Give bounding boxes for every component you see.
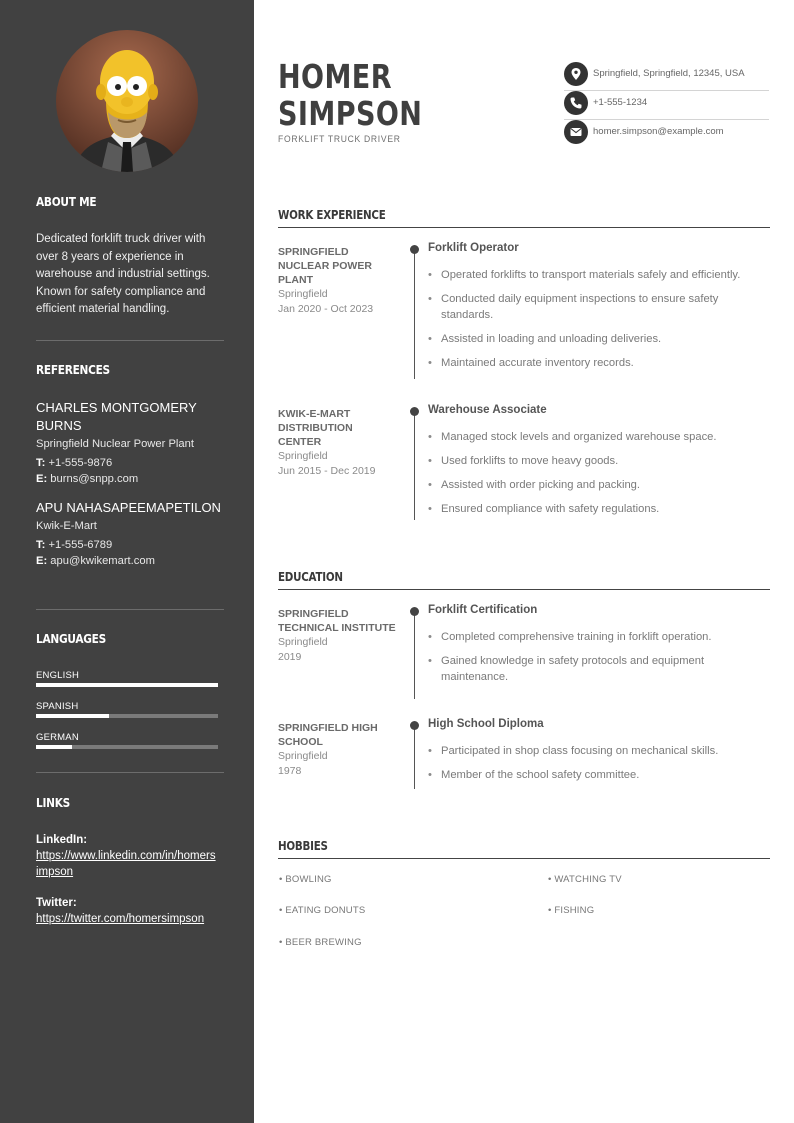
list-item: • Assisted with order picking and packing. — [428, 477, 768, 493]
list-item: • Managed stock levels and organized warehouse space. — [428, 429, 768, 445]
about-section — [36, 195, 224, 209]
list-item: • Conducted daily equipment inspections to ensure safety standards. — [428, 291, 768, 323]
reference-name: APU NAHASAPEEMAPETILON — [36, 500, 221, 515]
links-heading: LINKS — [36, 796, 70, 810]
reference-phone: T: +1-555-9876 — [36, 457, 113, 469]
sidebar-divider — [36, 340, 224, 341]
list-item: • Gained knowledge in safety protocols and equipment maintenance. — [428, 653, 768, 685]
timeline-dot — [410, 607, 419, 616]
link-item-linkedin — [36, 832, 218, 880]
contact-email — [564, 120, 769, 149]
reference-name: CHARLES MONTGOMERY BURNS — [36, 400, 197, 433]
hobby-item: • BEER BREWING — [279, 937, 362, 948]
references-section — [36, 363, 224, 377]
list-item: • Ensured compliance with safety regulations. — [428, 501, 768, 517]
contact-phone — [564, 91, 769, 120]
employer-name: KWIK-E-MART DISTRIBUTION CENTER — [278, 408, 353, 448]
entry-meta — [278, 407, 398, 478]
about-heading: ABOUT ME — [36, 195, 97, 209]
degree-title: Forklift Certification — [428, 604, 538, 616]
school-name: SPRINGFIELD TECHNICAL INSTITUTE — [278, 608, 396, 634]
reference-email: E: apu@kwikemart.com — [36, 555, 155, 567]
timeline-line — [414, 725, 415, 789]
degree-title: High School Diploma — [428, 718, 544, 730]
phone-text: +1-555-1234 — [593, 97, 648, 108]
employer-name: SPRINGFIELD NUCLEAR POWER PLANT — [278, 246, 372, 286]
language-level-bar — [36, 714, 218, 718]
hobbies-heading: HOBBIES — [278, 837, 770, 859]
references-heading: REFERENCES — [36, 363, 110, 377]
language-level-fill — [36, 745, 72, 749]
languages-section — [36, 632, 224, 646]
email-text: homer.simpson@example.com — [593, 126, 724, 137]
sidebar-divider — [36, 772, 224, 773]
timeline-line — [414, 611, 415, 699]
profile-photo — [56, 30, 198, 172]
list-item: • Used forklifts to move heavy goods. — [428, 453, 768, 469]
about-text: Dedicated forklift truck driver with over 8 years of experience in warehouse and industrial settings. Known for safety compliance and efficient material handling. — [36, 233, 210, 315]
timeline-line — [414, 411, 415, 520]
experience-entry — [278, 404, 770, 522]
reference-phone: T: +1-555-6789 — [36, 539, 113, 551]
education-entry — [278, 604, 770, 699]
language-level-bar — [36, 745, 218, 749]
link-label: Twitter: — [36, 897, 77, 909]
achievements-list — [428, 629, 768, 693]
list-item: • Maintained accurate inventory records. — [428, 355, 768, 371]
language-german — [36, 732, 218, 743]
employment-dates: Jun 2015 - Dec 2019 — [278, 464, 376, 477]
employer-location: Springfield — [278, 288, 328, 300]
entry-meta — [278, 607, 398, 664]
hobby-item: • FISHING — [548, 905, 595, 916]
homer-portrait-image — [56, 30, 198, 172]
link-item-twitter — [36, 895, 226, 927]
full-name — [278, 58, 422, 132]
entry-meta — [278, 721, 398, 778]
list-item: • Completed comprehensive training in forklift operation. — [428, 629, 768, 645]
languages-heading: LANGUAGES — [36, 632, 106, 646]
location-pin-icon — [564, 62, 588, 86]
hobby-item: • BOWLING — [279, 874, 332, 885]
job-title: FORKLIFT TRUCK DRIVER — [278, 134, 401, 145]
first-name: HOMER — [278, 57, 392, 96]
language-english — [36, 670, 218, 681]
timeline-dot — [410, 245, 419, 254]
language-spanish — [36, 701, 218, 712]
sidebar-divider — [36, 609, 224, 610]
responsibilities-list — [428, 429, 768, 525]
list-item: • Assisted in loading and unloading deliveries. — [428, 331, 768, 347]
language-name: SPANISH — [36, 701, 79, 712]
entry-meta — [278, 245, 398, 316]
language-name: GERMAN — [36, 732, 79, 743]
hobby-item: • WATCHING TV — [548, 874, 622, 885]
employment-dates: Jan 2020 - Oct 2023 — [278, 302, 374, 315]
achievements-list — [428, 743, 768, 791]
school-location: Springfield — [278, 636, 328, 648]
job-role: Forklift Operator — [428, 242, 519, 254]
hobby-item: • EATING DONUTS — [279, 905, 366, 916]
timeline-line — [414, 249, 415, 379]
education-entry — [278, 718, 770, 791]
education-dates: 2019 — [278, 650, 302, 663]
timeline-dot — [410, 721, 419, 730]
last-name: SIMPSON — [278, 94, 423, 133]
language-level-fill — [36, 714, 109, 718]
list-item: • Participated in shop class focusing on mechanical skills. — [428, 743, 768, 759]
reference-item — [36, 499, 224, 569]
sidebar — [0, 0, 254, 1123]
job-role: Warehouse Associate — [428, 404, 547, 416]
school-location: Springfield — [278, 750, 328, 762]
contact-address — [564, 62, 769, 91]
language-level-bar — [36, 683, 218, 687]
twitter-link[interactable]: https://twitter.com/homersimpson — [36, 913, 205, 925]
work-experience-heading: WORK EXPERIENCE — [278, 206, 770, 228]
reference-company: Springfield Nuclear Power Plant — [36, 438, 194, 450]
phone-icon — [564, 91, 588, 115]
language-level-fill — [36, 683, 218, 687]
list-item: • Operated forklifts to transport materials safely and efficiently. — [428, 267, 768, 283]
reference-email: E: burns@snpp.com — [36, 473, 139, 485]
address-text: Springfield, Springfield, 12345, USA — [593, 68, 745, 79]
school-name: SPRINGFIELD HIGH SCHOOL — [278, 722, 378, 748]
employer-location: Springfield — [278, 450, 328, 462]
reference-item — [36, 399, 224, 487]
education-heading: EDUCATION — [278, 568, 770, 590]
experience-entry — [278, 242, 770, 375]
language-name: ENGLISH — [36, 670, 80, 681]
responsibilities-list — [428, 267, 768, 379]
list-item: • Member of the school safety committee. — [428, 767, 768, 783]
reference-company: Kwik-E-Mart — [36, 520, 97, 532]
mail-icon — [564, 120, 588, 144]
education-dates: 1978 — [278, 764, 302, 777]
linkedin-link[interactable]: https://www.linkedin.com/in/homersimpson — [36, 850, 216, 878]
links-section — [36, 796, 224, 810]
link-label: LinkedIn: — [36, 834, 88, 846]
timeline-dot — [410, 407, 419, 416]
